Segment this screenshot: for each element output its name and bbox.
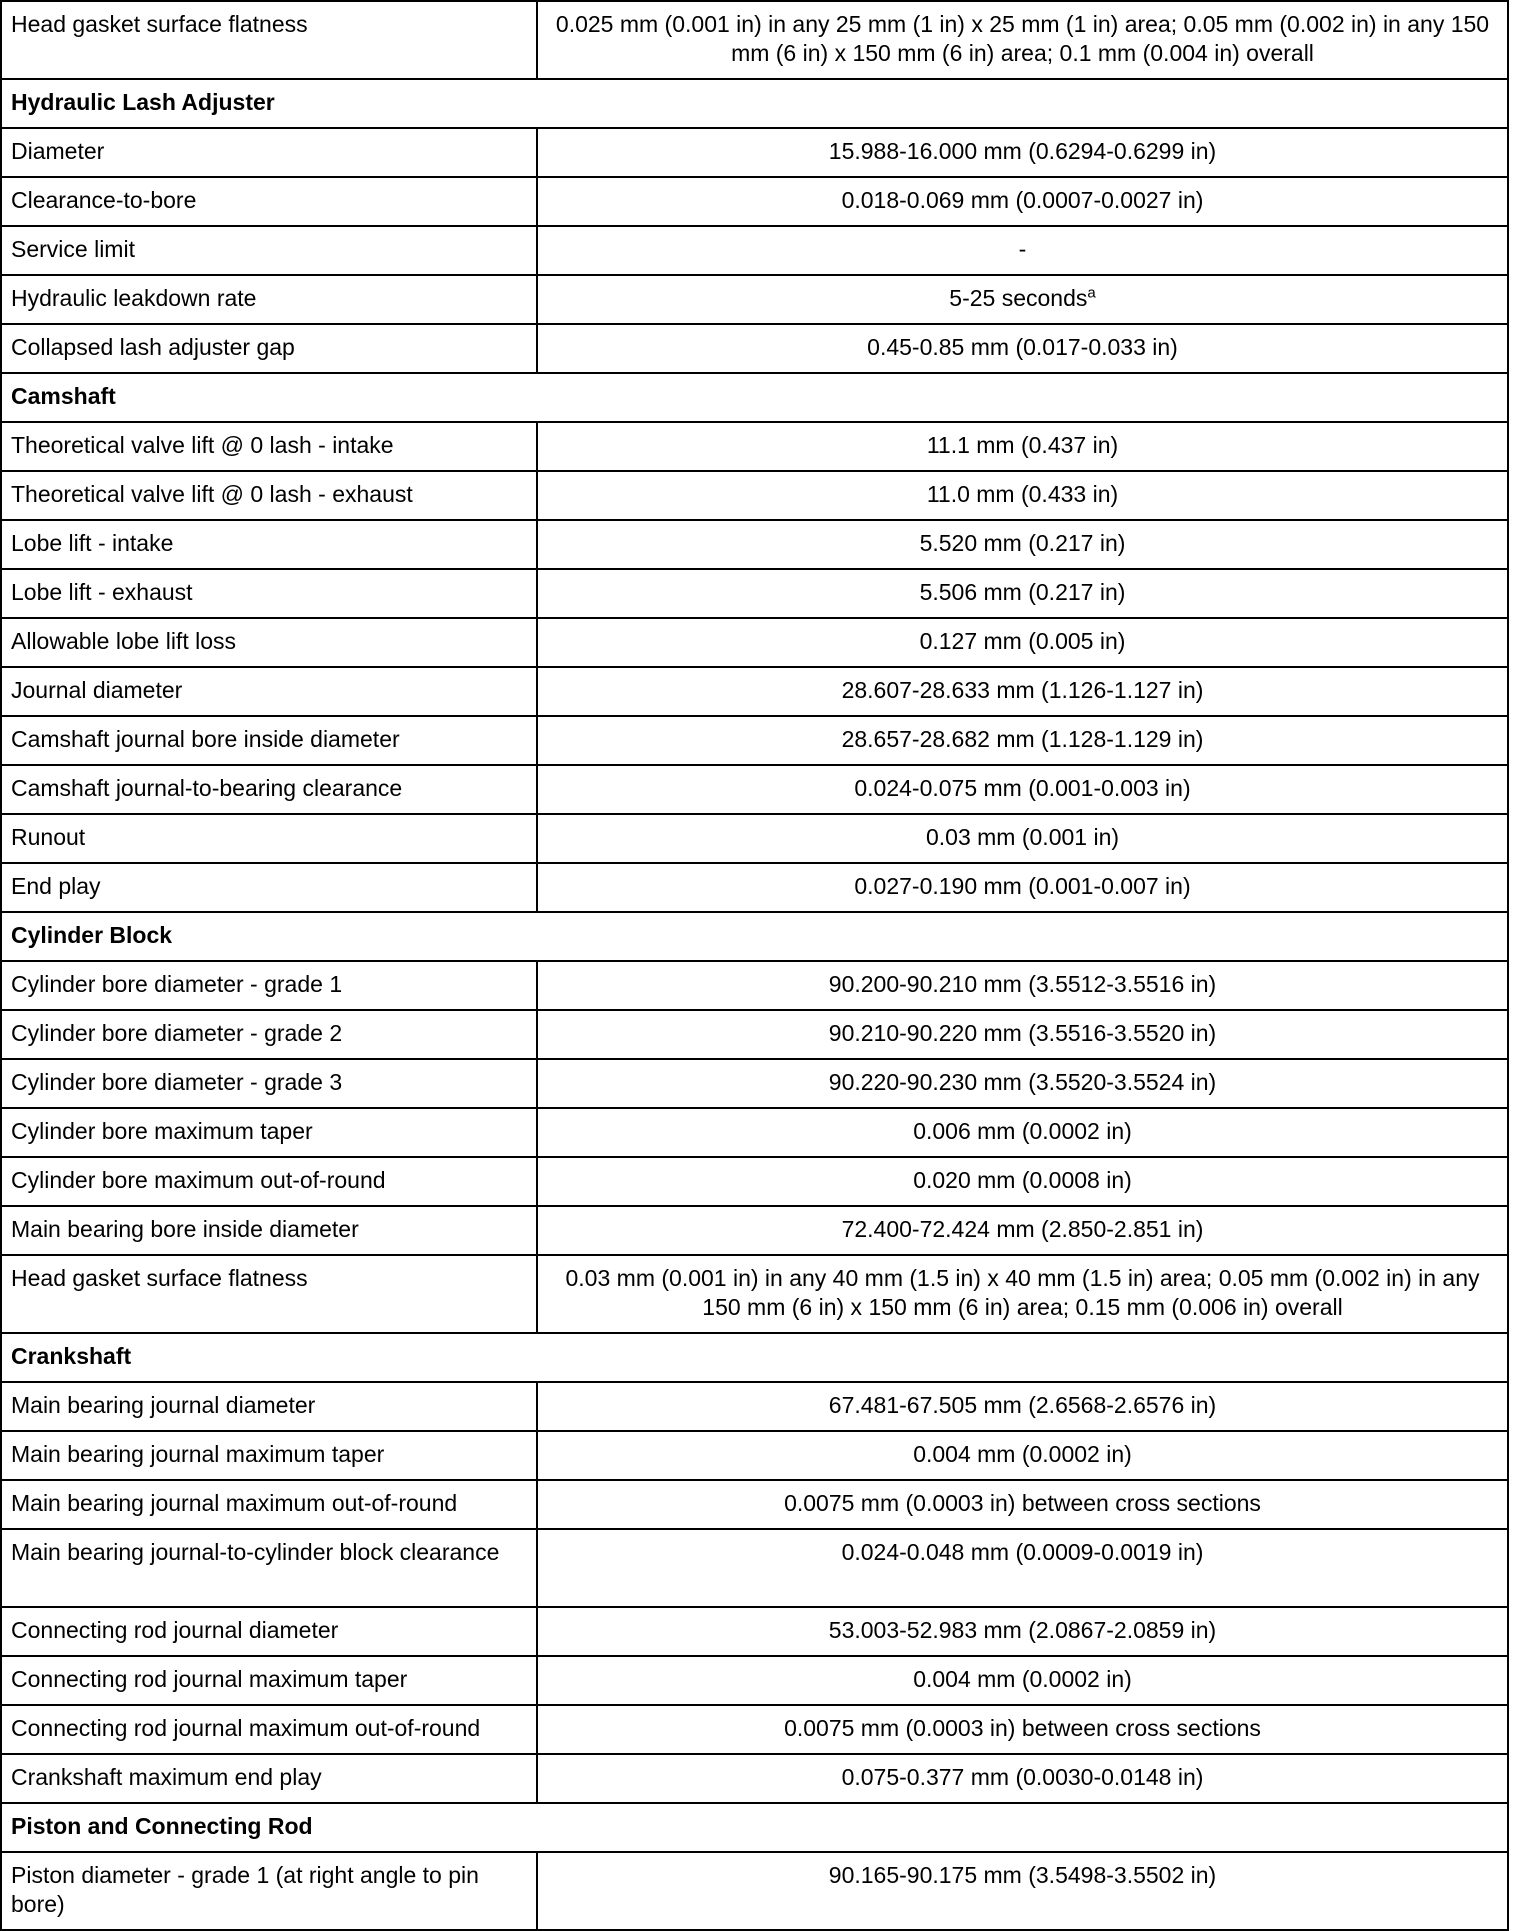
- spec-row: [1, 569, 1508, 618]
- spec-label: Theoretical valve lift @ 0 lash - exhaust: [1, 471, 537, 520]
- spec-row: [1, 520, 1508, 569]
- spec-value: 0.004 mm (0.0002 in): [913, 1666, 1132, 1692]
- spec-value-cell: [537, 1108, 1508, 1157]
- spec-value: 0.027-0.190 mm (0.001-0.007 in): [854, 873, 1191, 899]
- spec-label: Service limit: [1, 226, 537, 275]
- spec-value: 90.165-90.175 mm (3.5498-3.5502 in): [828, 1862, 1217, 1888]
- spec-value-cell: [537, 275, 1508, 324]
- spec-value-cell: [537, 128, 1508, 177]
- spec-row: [1, 814, 1508, 863]
- spec-row: [1, 1607, 1508, 1656]
- spec-label: Hydraulic leakdown rate: [1, 275, 537, 324]
- spec-value: 90.210-90.220 mm (3.5516-3.5520 in): [828, 1020, 1217, 1046]
- spec-value: 0.024-0.048 mm (0.0009-0.0019 in): [841, 1539, 1204, 1565]
- spec-value-cell: [537, 569, 1508, 618]
- spec-value: 72.400-72.424 mm (2.850-2.851 in): [841, 1216, 1204, 1242]
- spec-value: 0.0075 mm (0.0003 in) between cross sections: [784, 1715, 1261, 1741]
- spec-value: 11.1 mm (0.437 in): [926, 432, 1119, 458]
- footnote-marker: a: [1087, 284, 1096, 302]
- spec-value: 0.45-0.85 mm (0.017-0.033 in): [867, 334, 1178, 360]
- spec-value: 0.127 mm (0.005 in): [919, 628, 1126, 654]
- section-title: Camshaft: [1, 373, 1508, 422]
- spec-value-cell: [537, 814, 1508, 863]
- spec-label: Cylinder bore diameter - grade 1: [1, 961, 537, 1010]
- spec-row: [1, 128, 1508, 177]
- spec-row: [1, 471, 1508, 520]
- spec-value: 0.006 mm (0.0002 in): [913, 1118, 1132, 1144]
- spec-value-cell: [537, 422, 1508, 471]
- spec-value-cell: [537, 765, 1508, 814]
- spec-label: Camshaft journal bore inside diameter: [1, 716, 537, 765]
- spec-value: 11.0 mm (0.433 in): [926, 481, 1119, 507]
- spec-value-cell: [537, 1529, 1508, 1607]
- spec-row: [1, 226, 1508, 275]
- spec-value-cell: [537, 863, 1508, 912]
- spec-row: [1, 1255, 1508, 1333]
- spec-value: 28.657-28.682 mm (1.128-1.129 in): [841, 726, 1204, 752]
- spec-row: [1, 1529, 1508, 1607]
- spec-label: Main bearing journal maximum taper: [1, 1431, 537, 1480]
- spec-label: Connecting rod journal diameter: [1, 1607, 537, 1656]
- section-title: Crankshaft: [1, 1333, 1508, 1382]
- spec-label: Runout: [1, 814, 537, 863]
- spec-value: 90.200-90.210 mm (3.5512-3.5516 in): [828, 971, 1217, 997]
- spec-value-cell: [537, 1705, 1508, 1754]
- section-title: Cylinder Block: [1, 912, 1508, 961]
- spec-value-cell: [537, 177, 1508, 226]
- spec-label: Cylinder bore maximum taper: [1, 1108, 537, 1157]
- section-header-row: [1, 1333, 1508, 1382]
- spec-row: [1, 961, 1508, 1010]
- spec-value-cell: [537, 961, 1508, 1010]
- spec-row: [1, 1108, 1508, 1157]
- spec-value-cell: [537, 667, 1508, 716]
- spec-value: 15.988-16.000 mm (0.6294-0.6299 in): [828, 138, 1217, 164]
- spec-label: Diameter: [1, 128, 537, 177]
- spec-label: Theoretical valve lift @ 0 lash - intake: [1, 422, 537, 471]
- spec-value-cell: [537, 1480, 1508, 1529]
- spec-label: Piston diameter - grade 1 (at right angle to pin bore): [1, 1852, 537, 1930]
- spec-row: [1, 1206, 1508, 1255]
- spec-value-cell: [537, 1, 1508, 79]
- spec-value-cell: [537, 520, 1508, 569]
- spec-label: Clearance-to-bore: [1, 177, 537, 226]
- spec-value-cell: [537, 1157, 1508, 1206]
- section-title: Hydraulic Lash Adjuster: [1, 79, 1508, 128]
- spec-value-cell: [537, 1607, 1508, 1656]
- spec-row: [1, 1754, 1508, 1803]
- spec-label: Allowable lobe lift loss: [1, 618, 537, 667]
- spec-row: [1, 667, 1508, 716]
- spec-value: 0.004 mm (0.0002 in): [913, 1441, 1132, 1467]
- spec-value-cell: [537, 1010, 1508, 1059]
- spec-row: [1, 324, 1508, 373]
- spec-label: Journal diameter: [1, 667, 537, 716]
- spec-value-cell: [537, 324, 1508, 373]
- spec-row: [1, 1480, 1508, 1529]
- spec-value-cell: [537, 1754, 1508, 1803]
- spec-value: 5.520 mm (0.217 in): [919, 530, 1126, 556]
- spec-value: 0.0075 mm (0.0003 in) between cross sections: [784, 1490, 1261, 1516]
- section-header-row: [1, 373, 1508, 422]
- spec-row: [1, 863, 1508, 912]
- spec-value: 0.075-0.377 mm (0.0030-0.0148 in): [841, 1764, 1204, 1790]
- spec-label: Connecting rod journal maximum out-of-round: [1, 1705, 537, 1754]
- spec-label: Lobe lift - exhaust: [1, 569, 537, 618]
- spec-value-cell: [537, 1059, 1508, 1108]
- spec-value: 67.481-67.505 mm (2.6568-2.6576 in): [828, 1392, 1217, 1418]
- spec-value-cell: [537, 226, 1508, 275]
- spec-label: Cylinder bore maximum out-of-round: [1, 1157, 537, 1206]
- spec-row: [1, 1382, 1508, 1431]
- spec-value-cell: [537, 471, 1508, 520]
- spec-value-cell: [537, 1255, 1508, 1333]
- spec-row: [1, 177, 1508, 226]
- spec-value: 53.003-52.983 mm (2.0867-2.0859 in): [828, 1617, 1217, 1643]
- spec-label: Camshaft journal-to-bearing clearance: [1, 765, 537, 814]
- spec-value: 0.03 mm (0.001 in) in any 40 mm (1.5 in) x 40 mm (1.5 in) area; 0.05 mm (0.002 in) in any 150 mm (6 in) x 150 mm (6 in) area; 0.15 mm (0.006 in) overall: [565, 1265, 1480, 1320]
- spec-value: 5.506 mm (0.217 in): [919, 579, 1126, 605]
- spec-value: 0.018-0.069 mm (0.0007-0.0027 in): [841, 187, 1204, 213]
- spec-row: [1, 716, 1508, 765]
- spec-value-cell: [537, 1431, 1508, 1480]
- spec-label: Cylinder bore diameter - grade 3: [1, 1059, 537, 1108]
- spec-label: Main bearing journal diameter: [1, 1382, 537, 1431]
- section-title: Piston and Connecting Rod: [1, 1803, 1508, 1852]
- spec-value-cell: [537, 618, 1508, 667]
- spec-row: [1, 765, 1508, 814]
- spec-row: [1, 1431, 1508, 1480]
- specifications-table-body: [1, 1, 1508, 1930]
- spec-row: [1, 618, 1508, 667]
- spec-value: 5-25 seconds: [949, 285, 1088, 311]
- spec-row: [1, 1656, 1508, 1705]
- spec-row: [1, 1705, 1508, 1754]
- spec-value-cell: [537, 1382, 1508, 1431]
- spec-label: Head gasket surface flatness: [1, 1, 537, 79]
- spec-label: Collapsed lash adjuster gap: [1, 324, 537, 373]
- spec-value: -: [1018, 236, 1027, 262]
- spec-value: 0.03 mm (0.001 in): [925, 824, 1120, 850]
- spec-value: 90.220-90.230 mm (3.5520-3.5524 in): [828, 1069, 1217, 1095]
- spec-row: [1, 1852, 1508, 1930]
- spec-value-cell: [537, 1206, 1508, 1255]
- spec-row: [1, 1157, 1508, 1206]
- spec-label: Main bearing journal-to-cylinder block clearance: [1, 1529, 537, 1607]
- spec-value-cell: [537, 1656, 1508, 1705]
- spec-value: 0.025 mm (0.001 in) in any 25 mm (1 in) x 25 mm (1 in) area; 0.05 mm (0.002 in) in any 150 mm (6 in) x 150 mm (6 in) area; 0.1 mm (0.004 in) overall: [555, 11, 1490, 66]
- spec-label: Main bearing bore inside diameter: [1, 1206, 537, 1255]
- spec-row: [1, 1059, 1508, 1108]
- spec-value-cell: [537, 1852, 1508, 1930]
- spec-label: End play: [1, 863, 537, 912]
- section-header-row: [1, 912, 1508, 961]
- spec-label: Connecting rod journal maximum taper: [1, 1656, 537, 1705]
- spec-row: [1, 1, 1508, 79]
- section-header-row: [1, 1803, 1508, 1852]
- spec-row: [1, 1010, 1508, 1059]
- spec-row: [1, 422, 1508, 471]
- spec-label: Lobe lift - intake: [1, 520, 537, 569]
- spec-value: 0.020 mm (0.0008 in): [913, 1167, 1132, 1193]
- spec-label: Main bearing journal maximum out-of-round: [1, 1480, 537, 1529]
- spec-label: Head gasket surface flatness: [1, 1255, 537, 1333]
- spec-row: [1, 275, 1508, 324]
- spec-label: Crankshaft maximum end play: [1, 1754, 537, 1803]
- section-header-row: [1, 79, 1508, 128]
- spec-label: Cylinder bore diameter - grade 2: [1, 1010, 537, 1059]
- spec-value-cell: [537, 716, 1508, 765]
- spec-value: 28.607-28.633 mm (1.126-1.127 in): [841, 677, 1204, 703]
- spec-value: 0.024-0.075 mm (0.001-0.003 in): [854, 775, 1191, 801]
